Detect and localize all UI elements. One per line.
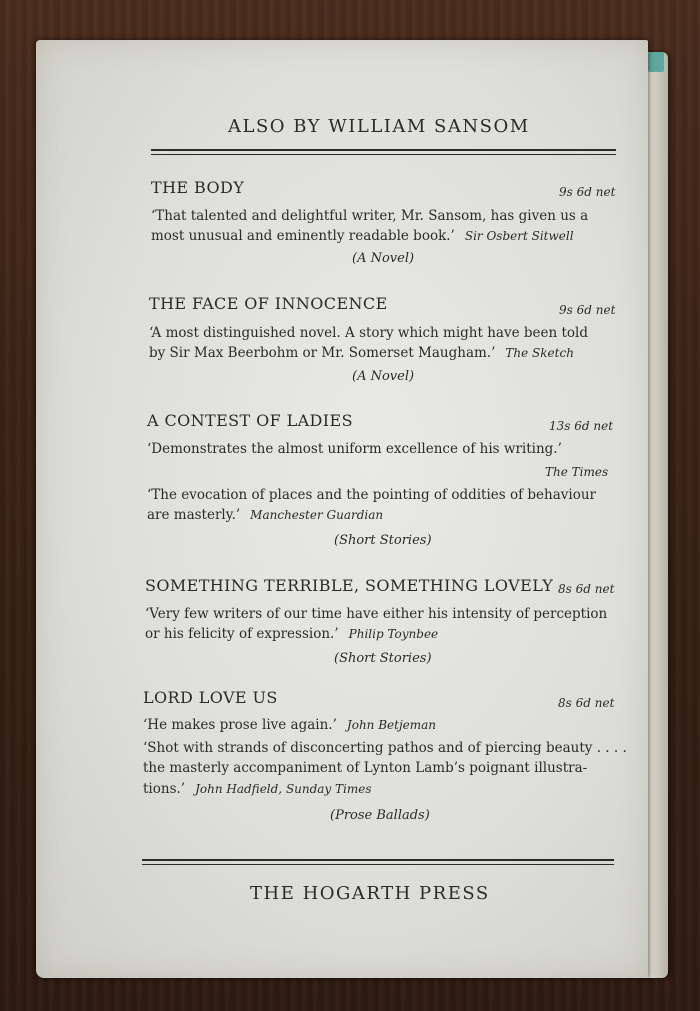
book-title: THE FACE OF INNOCENCE bbox=[149, 294, 388, 313]
quote-line: or his felicity of expression.’ Philip Toynbee bbox=[145, 626, 439, 642]
quote-line: ‘Very few writers of our time have either his intensity of perception bbox=[145, 606, 608, 622]
quote-citation: Philip Toynbee bbox=[348, 627, 439, 641]
book-title: A CONTEST OF LADIES bbox=[147, 411, 353, 430]
quote-citation: Sir Osbert Sitwell bbox=[464, 229, 574, 243]
quote-line: ‘He makes prose live again.’ John Betjeman bbox=[143, 717, 437, 733]
spine-tear bbox=[648, 52, 664, 72]
quote-line: are masterly.’ Manchester Guardian bbox=[147, 507, 384, 523]
quote-line: ‘The evocation of places and the pointing of oddities of behaviour bbox=[147, 487, 597, 503]
book-price: 9s 6d net bbox=[559, 185, 616, 199]
quote-line: the masterly accompaniment of Lynton Lamb’s poignant illustra- bbox=[143, 760, 588, 776]
dust-jacket bbox=[36, 40, 648, 978]
book-price: 8s 6d net bbox=[558, 696, 615, 710]
quote-line: ‘Shot with strands of disconcerting pathos and of piercing beauty . . . . bbox=[143, 740, 627, 756]
quote-citation: John Hadfield, Sunday Times bbox=[195, 782, 372, 796]
footer-rule-thin bbox=[142, 864, 614, 865]
book-price: 13s 6d net bbox=[549, 419, 614, 433]
book-genre: (Short Stories) bbox=[334, 651, 432, 666]
quote-line: ‘That talented and delightful writer, Mr. Sansom, has given us a bbox=[151, 208, 589, 224]
book-genre: (Short Stories) bbox=[334, 533, 432, 548]
quote-line: most unusual and eminently readable book.’ Sir Osbert Sitwell bbox=[151, 228, 574, 244]
quote-citation: John Betjeman bbox=[346, 718, 437, 732]
quote-line: by Sir Max Beerbohm or Mr. Somerset Maugham.’ The Sketch bbox=[149, 345, 574, 361]
book-title: THE BODY bbox=[151, 178, 245, 197]
quote-citation: The Sketch bbox=[505, 346, 574, 360]
book-genre: (Prose Ballads) bbox=[330, 808, 430, 823]
quote-line: ‘Demonstrates the almost uniform excellence of his writing.’ bbox=[147, 441, 562, 457]
book-genre: (A Novel) bbox=[352, 251, 415, 266]
book-price: 9s 6d net bbox=[559, 303, 616, 317]
header-rule-thick bbox=[151, 149, 616, 151]
quote-line: ‘A most distinguished novel. A story which might have been told bbox=[149, 325, 588, 341]
quote-line: tions.’ John Hadfield, Sunday Times bbox=[143, 781, 372, 797]
book-genre: (A Novel) bbox=[352, 369, 415, 384]
publisher-name: THE HOGARTH PRESS bbox=[250, 883, 490, 904]
header-rule-thin bbox=[151, 154, 616, 155]
quote-citation: Manchester Guardian bbox=[250, 508, 384, 522]
book-price: 8s 6d net bbox=[558, 582, 615, 596]
book-title: SOMETHING TERRIBLE, SOMETHING LOVELY bbox=[145, 576, 554, 595]
quote-citation: The Times bbox=[545, 465, 609, 479]
header-title: ALSO BY WILLIAM SANSOM bbox=[228, 116, 530, 137]
footer-rule-thick bbox=[142, 859, 614, 861]
book-title: LORD LOVE US bbox=[143, 688, 278, 707]
